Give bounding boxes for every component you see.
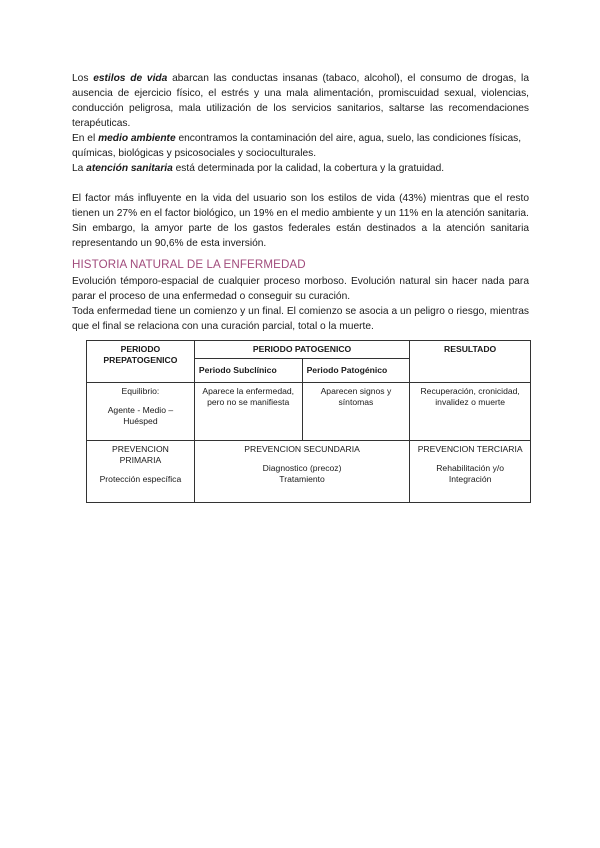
paragraph-gastos: Sin embargo, la amyor parte de los gastos federales están destinados a la atención sanitaria representando un 90,6% de esta inversión.: [72, 223, 529, 249]
cell-prevencion-terciaria: PREVENCION TERCIARIA Rehabilitación y/o Integración: [410, 441, 531, 503]
paragraph-evolucion: Evolución témporo-espacial de cualquier proceso morboso. Evolución natural sin hacer nada para parar el proceso de una enfermedad o conseguir su curación.: [72, 276, 529, 302]
paragraph-estilos-de-vida: Los estilos de vida abarcan las conductas insanas (tabaco, alcohol), el consumo de drogas, la ausencia de ejercicio físico, el estrés y una mala alimentación, promiscuidad sexual, violencias, conducción peligrosa, mala utilización de los servicios sanitarios, saltarse las recomendaciones terapéuticas.: [72, 73, 529, 129]
cell-prevencion-primaria: PREVENCION PRIMARIA Protección específica: [87, 441, 195, 503]
keyword-atencion-sanitaria: atención sanitaria: [86, 163, 173, 174]
keyword-estilos-de-vida: estilos de vida: [93, 73, 168, 84]
header-periodo-patogenico: PERIODO PATOGENICO: [194, 341, 409, 359]
cell-subclinico: Aparece la enfermedad, pero no se manifiesta: [194, 383, 302, 441]
subheader-periodo-subclinico: Periodo Subclínico: [194, 359, 302, 383]
header-periodo-prepatogenico: PERIODO PREPATOGENICO: [87, 341, 195, 383]
paragraph-atencion-sanitaria: La atención sanitaria está determinada por la calidad, la cobertura y la gratuidad.: [72, 163, 445, 174]
header-resultado: RESULTADO: [410, 341, 531, 383]
table-row: [87, 441, 531, 503]
document-body: [72, 71, 529, 503]
keyword-medio-ambiente: medio ambiente: [98, 133, 176, 144]
paragraph-comienzo-final: Toda enfermedad tiene un comienzo y un final. El comienzo se asocia a un peligro o riesgo, mientras que el final se relaciona con una curación parcial, total o la muerte.: [72, 306, 529, 332]
cell-resultado: Recuperación, cronicidad, invalidez o muerte: [410, 383, 531, 441]
table-header-row: [87, 341, 531, 359]
spacer: [72, 176, 529, 191]
historia-natural-table: [86, 340, 531, 503]
paragraph-factores: El factor más influyente en la vida del usuario son los estilos de vida (43%) mientras que el resto tienen un 27% en el factor biológico, un 19% en el medio ambiente y un 11% en la atención sanitaria.: [72, 193, 529, 219]
cell-equilibrio: Equilibrio: Agente - Medio – Huésped: [87, 383, 195, 441]
paragraph-medio-ambiente: En el medio ambiente encontramos la contaminación del aire, agua, suelo, las condiciones físicas, químicas, biológicas y psicosociales y socioculturales.: [72, 133, 522, 159]
cell-patogenico: Aparecen signos y síntomas: [302, 383, 410, 441]
cell-prevencion-secundaria: PREVENCION SECUNDARIA Diagnostico (precoz) Tratamiento: [194, 441, 409, 503]
table-row: [87, 383, 531, 441]
section-heading: HISTORIA NATURAL DE LA ENFERMEDAD: [72, 258, 306, 271]
subheader-periodo-patogenico: Periodo Patogénico: [302, 359, 410, 383]
